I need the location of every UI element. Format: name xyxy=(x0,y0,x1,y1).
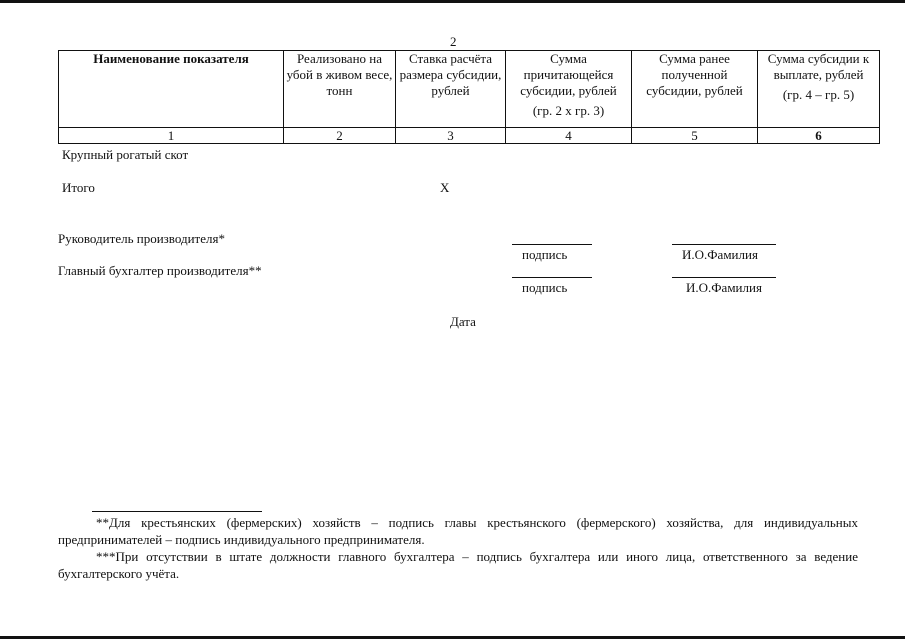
bottom-border-rule xyxy=(0,636,905,639)
subsidy-table xyxy=(58,50,880,144)
name-caption: И.О.Фамилия xyxy=(682,247,758,262)
column-number: 1 xyxy=(59,128,284,144)
column-number: 5 xyxy=(632,128,758,144)
table-header-row xyxy=(59,51,880,128)
column-number: 4 xyxy=(506,128,632,144)
total-mark: Х xyxy=(440,180,450,195)
name-line xyxy=(672,244,776,245)
signature-caption: подпись xyxy=(522,280,568,295)
row-label-cattle: Крупный рогатый скот xyxy=(62,147,189,162)
footnote-separator xyxy=(92,511,262,512)
header-text: Наименование показателя xyxy=(93,51,249,66)
head-signature-label: Руководитель производителя* xyxy=(58,231,225,246)
header-payable-subsidy xyxy=(758,51,880,128)
header-text: Сумма субсидии к выплате, рублей xyxy=(767,51,870,82)
row-label-total: Итого xyxy=(62,180,95,195)
header-text: Сумма ранее полученной субсидии, рублей xyxy=(646,51,743,98)
header-text: Сумма причитающейся субсидии, рублей xyxy=(520,51,617,98)
name-caption: И.О.Фамилия xyxy=(686,280,762,295)
page-number: 2 xyxy=(450,34,457,49)
column-number: 6 xyxy=(758,128,880,144)
name-line xyxy=(672,277,776,278)
header-text: Ставка расчёта размера субсидии, рублей xyxy=(399,51,502,98)
header-formula-note: (гр. 2 х гр. 3) xyxy=(532,103,605,118)
header-text: Реализовано на убой в живом весе, тонн xyxy=(286,51,393,98)
header-due-subsidy xyxy=(506,51,632,128)
header-formula-note: (гр. 4 – гр. 5) xyxy=(782,87,855,102)
header-indicator-name xyxy=(59,51,284,128)
chief-accountant-signature-label: Главный бухгалтер производителя** xyxy=(58,263,262,278)
signature-line xyxy=(512,277,592,278)
header-received-subsidy xyxy=(632,51,758,128)
footnote-accountant: ***При отсутствии в штате должности главного бухгалтера – подпись бухгалтера или иного лица, ответственного за ведение бухгалтерского учёта. xyxy=(58,549,858,581)
top-border-rule xyxy=(0,0,905,3)
header-sold-weight xyxy=(284,51,396,128)
header-rate xyxy=(396,51,506,128)
column-number-row xyxy=(59,128,880,144)
column-number: 3 xyxy=(396,128,506,144)
date-label: Дата xyxy=(450,314,476,329)
column-number: 2 xyxy=(284,128,396,144)
signature-line xyxy=(512,244,592,245)
footnote-farm-head: **Для крестьянских (фермерских) хозяйств – подпись главы крестьянского (фермерского) хозяйства, для индивидуальных предпринимателей – подпись индивидуального предпринимателя. xyxy=(58,515,858,547)
signature-caption: подпись xyxy=(522,247,568,262)
